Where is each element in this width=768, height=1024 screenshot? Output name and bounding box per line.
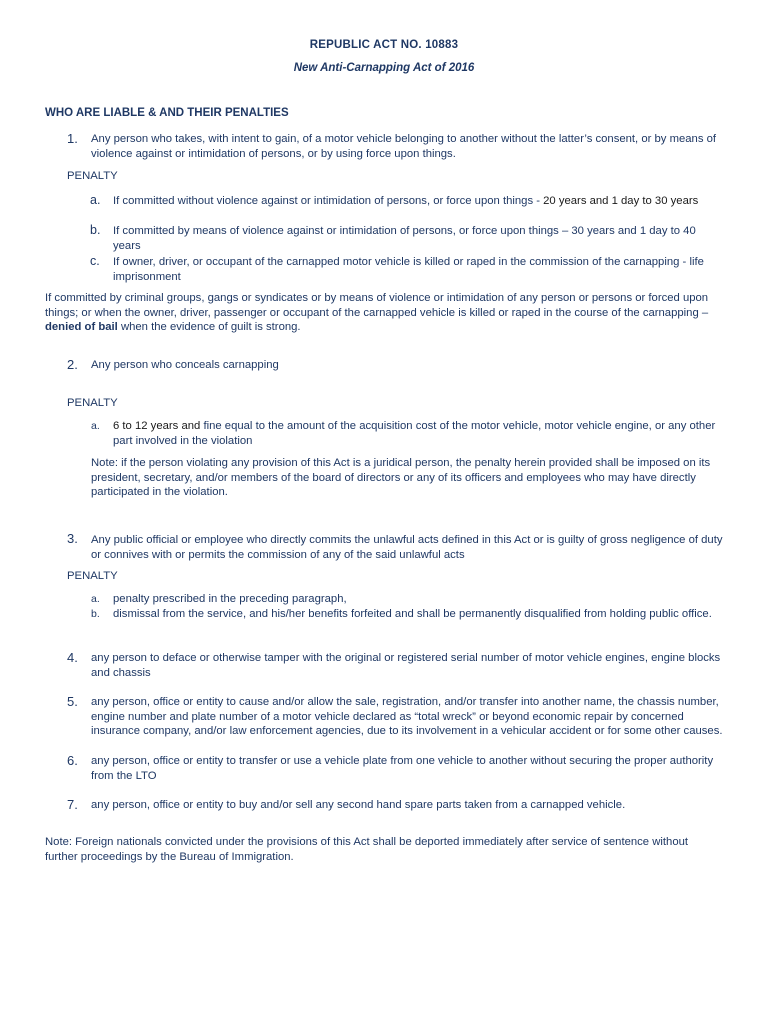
- item-1-penalty-a: [113, 194, 723, 209]
- item-5-number: 5.: [67, 694, 78, 709]
- item-3-number: 3.: [67, 531, 78, 546]
- item-4-text: any person to deface or otherwise tamper with the original or registered serial number of motor vehicle engines, engine blocks and chassis: [91, 652, 721, 679]
- item-6-text: any person, office or entity to transfer or use a vehicle plate from one vehicle to another without securing the proper authority from the LTO: [91, 755, 714, 782]
- item-7-text: any person, office or entity to buy and/or sell any second hand spare parts taken from a carnapped vehicle.: [91, 799, 626, 811]
- item-1-bail-note: [45, 291, 721, 335]
- item-1-number: 1.: [67, 131, 78, 146]
- document-title: REPUBLIC ACT NO. 10883: [309, 39, 459, 51]
- item-7-number: 7.: [67, 797, 78, 812]
- item-1-penalty-a-letter: a.: [90, 193, 101, 207]
- item-6-number: 6.: [67, 753, 78, 768]
- bail-note-emphasis: denied of bail: [45, 321, 118, 333]
- item-2-penalty-a: [113, 419, 723, 448]
- item-1-penalty-b-text: If committed by means of violence against or intimidation of persons, or force upon things – 30 years and 1 day to 40 years: [113, 225, 696, 252]
- item-3-penalty-b-text: dismissal from the service, and his/her benefits forfeited and shall be permanently disqualified from holding public office.: [113, 608, 712, 620]
- item-2-penalty-a-term: 6 to 12 years and: [113, 420, 201, 432]
- item-2-number: 2.: [67, 357, 78, 372]
- foreign-nationals-note: Note: Foreign nationals convicted under the provisions of this Act shall be deported immediately after service of sentence without further proceedings by the Bureau of Immigration.: [45, 836, 689, 863]
- bail-note-text: If committed by criminal groups, gangs or syndicates or by means of violence or intimidation of any person or persons or forced upon things; or when the owner, driver, passenger or occupant of the carnapped vehicle is killed or raped in the course of the carnapping –: [45, 292, 709, 319]
- item-2-penalty-label: PENALTY: [67, 397, 118, 409]
- item-2-penalty-a-text: fine equal to the amount of the acquisition cost of the motor vehicle, motor vehicle engine, or any other part involved in the violation: [113, 420, 716, 447]
- item-3-penalty-a-text: penalty prescribed in the preceding paragraph,: [113, 593, 347, 605]
- item-1-penalty-b-letter: b.: [90, 223, 101, 237]
- item-1-penalty-label: PENALTY: [67, 170, 118, 182]
- document-subtitle: New Anti-Carnapping Act of 2016: [293, 62, 475, 74]
- item-1-penalty-c-letter: c.: [90, 254, 100, 268]
- bail-note-tail: when the evidence of guilt is strong.: [117, 321, 301, 333]
- item-1-text: Any person who takes, with intent to gain, of a motor vehicle belonging to another without the latter’s consent, or by means of violence against or intimidation of persons, or by using force upon things.: [91, 133, 717, 160]
- item-1-penalty-a-term: 20 years and 1 day to 30 years: [543, 195, 699, 207]
- item-2-text: Any person who conceals carnapping: [91, 359, 279, 371]
- item-3-penalty-a-letter: a.: [91, 593, 100, 605]
- item-2-juridical-note: Note: if the person violating any provision of this Act is a juridical person, the penalty herein provided shall be imposed on its president, secretary, and/or members of the board of directors or any of its officers and employees who may have directly participated in the violation.: [91, 457, 711, 498]
- item-1-penalty-c-text: If owner, driver, or occupant of the carnapped motor vehicle is killed or raped in the commission of the carnapping - life imprisonment: [113, 256, 704, 283]
- item-3-penalty-label: PENALTY: [67, 570, 118, 582]
- item-5-text: any person, office or entity to cause and/or allow the sale, registration, and/or transfer into another name, the chassis number, engine number and plate number of a motor vehicle declared as “total wreck” or beyond economic repair by concerned insurance company, and/or law enforcement agencies, due to its involvement in a vehicular accident or for some other causes.: [91, 696, 723, 737]
- item-4-number: 4.: [67, 650, 78, 665]
- item-1-penalty-a-text: If committed without violence against or intimidation of persons, or force upon things -: [113, 195, 544, 207]
- item-3-penalty-b-letter: b.: [91, 608, 100, 620]
- item-3-text: Any public official or employee who directly commits the unlawful acts defined in this Act or is guilty of gross negligence of duty or connives with or permits the commission of any of the said unlawful acts: [91, 534, 723, 561]
- item-2-penalty-a-letter: a.: [91, 420, 100, 432]
- section-heading: WHO ARE LIABLE & AND THEIR PENALTIES: [45, 107, 289, 119]
